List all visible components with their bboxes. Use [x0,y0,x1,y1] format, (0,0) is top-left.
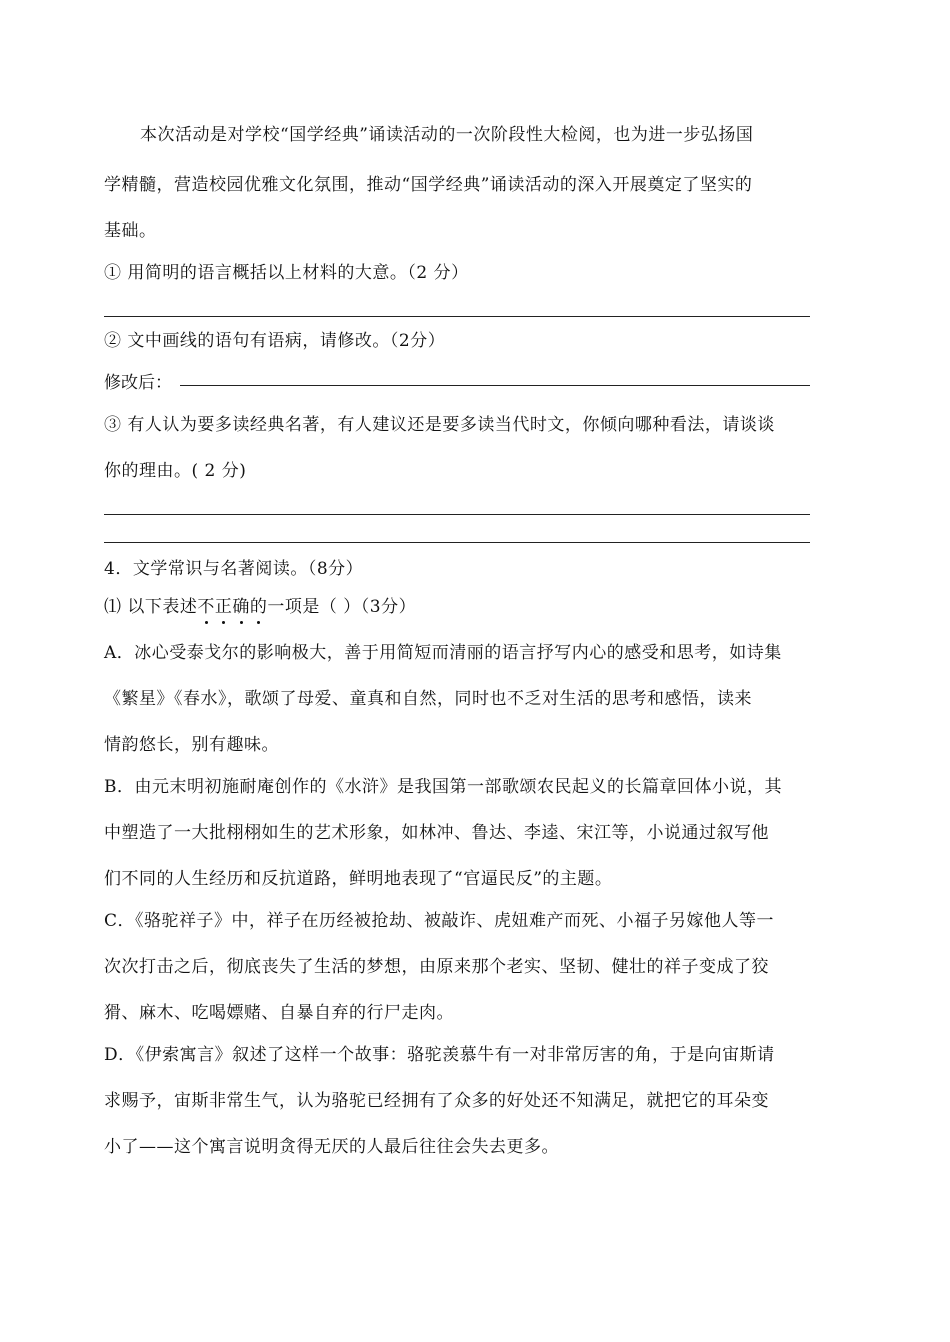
subquestion-text-after: 一项是（ ）（3分） [267,597,417,617]
option-c-line-2: 次次打击之后，彻底丧失了生活的梦想，由原来那个老实、坚韧、健壮的祥子变成了狡 [104,957,769,977]
option-a-line-2: 《繁星》《春水》，歌颂了母爱、童真和自然，同时也不乏对生活的思考和感悟，读来 [104,689,752,709]
passage-line-2: 学精髓，营造校园优雅文化氛围，推动“国学经典”诵读活动的深入开展奠定了坚实的 [104,175,753,195]
subquestion-text-before: ⑴ 以下表述 [104,597,198,617]
passage-line-1: 本次活动是对学校“国学经典”诵读活动的一次阶段性大检阅，也为进一步弘扬国 [140,125,754,145]
emphasis-char: 正 [215,592,233,617]
answer-line-q3-2[interactable] [104,542,810,543]
question-1: ① 用简明的语言概括以上材料的大意。（2 分） [104,263,469,283]
option-b-line-1: B．由元末明初施耐庵创作的《水浒》是我国第一部歌颂农民起义的长篇章回体小说，其 [104,777,782,797]
option-b-line-3: 们不同的人生经历和反抗道路，鲜明地表现了“官逼民反”的主题。 [104,869,613,889]
option-d-line-3: 小了——这个寓言说明贪得无厌的人最后往往会失去更多。 [104,1137,559,1157]
question-2: ② 文中画线的语句有语病，请修改。（2分） [104,331,446,351]
answer-line-q1[interactable] [104,316,810,317]
revision-answer-line[interactable] [180,385,810,386]
emphasis-char: 的 [250,592,268,617]
option-c-line-1: C．《骆驼祥子》中，祥子在历经被抢劫、被敲诈、虎妞难产而死、小福子另嫁他人等一 [104,911,775,931]
option-a-line-1: A．冰心受泰戈尔的影响极大，善于用简短而清丽的语言抒写内心的感受和思考，如诗集 [104,643,782,663]
option-c-line-3: 猾、麻木、吃喝嫖赌、自暴自弃的行尸走肉。 [104,1003,454,1023]
section-4-heading: 4．文学常识与名著阅读。（8分） [104,559,364,579]
revision-label: 修改后： [104,373,172,393]
option-a-line-3: 情韵悠长，别有趣味。 [104,735,279,755]
emphasis-char: 确 [232,592,250,617]
option-d-line-1: D．《伊索寓言》叙述了这样一个故事：骆驼羡慕牛有一对非常厉害的角，于是向宙斯请 [104,1045,775,1065]
section-4-subquestion-1 [104,592,416,617]
question-3-line-1: ③ 有人认为要多读经典名著，有人建议还是要多读当代时文，你倾向哪种看法，请谈谈 [104,415,775,435]
option-b-line-2: 中塑造了一大批栩栩如生的艺术形象，如林冲、鲁达、李逵、宋江等，小说通过叙写他 [104,823,769,843]
answer-line-q3-1[interactable] [104,514,810,515]
passage-line-3: 基础。 [104,221,157,241]
option-d-line-2: 求赐予，宙斯非常生气，认为骆驼已经拥有了众多的好处还不知满足，就把它的耳朵变 [104,1091,769,1111]
emphasis-char: 不 [197,592,215,617]
question-3-line-2: 你的理由。( 2 分) [104,461,247,481]
